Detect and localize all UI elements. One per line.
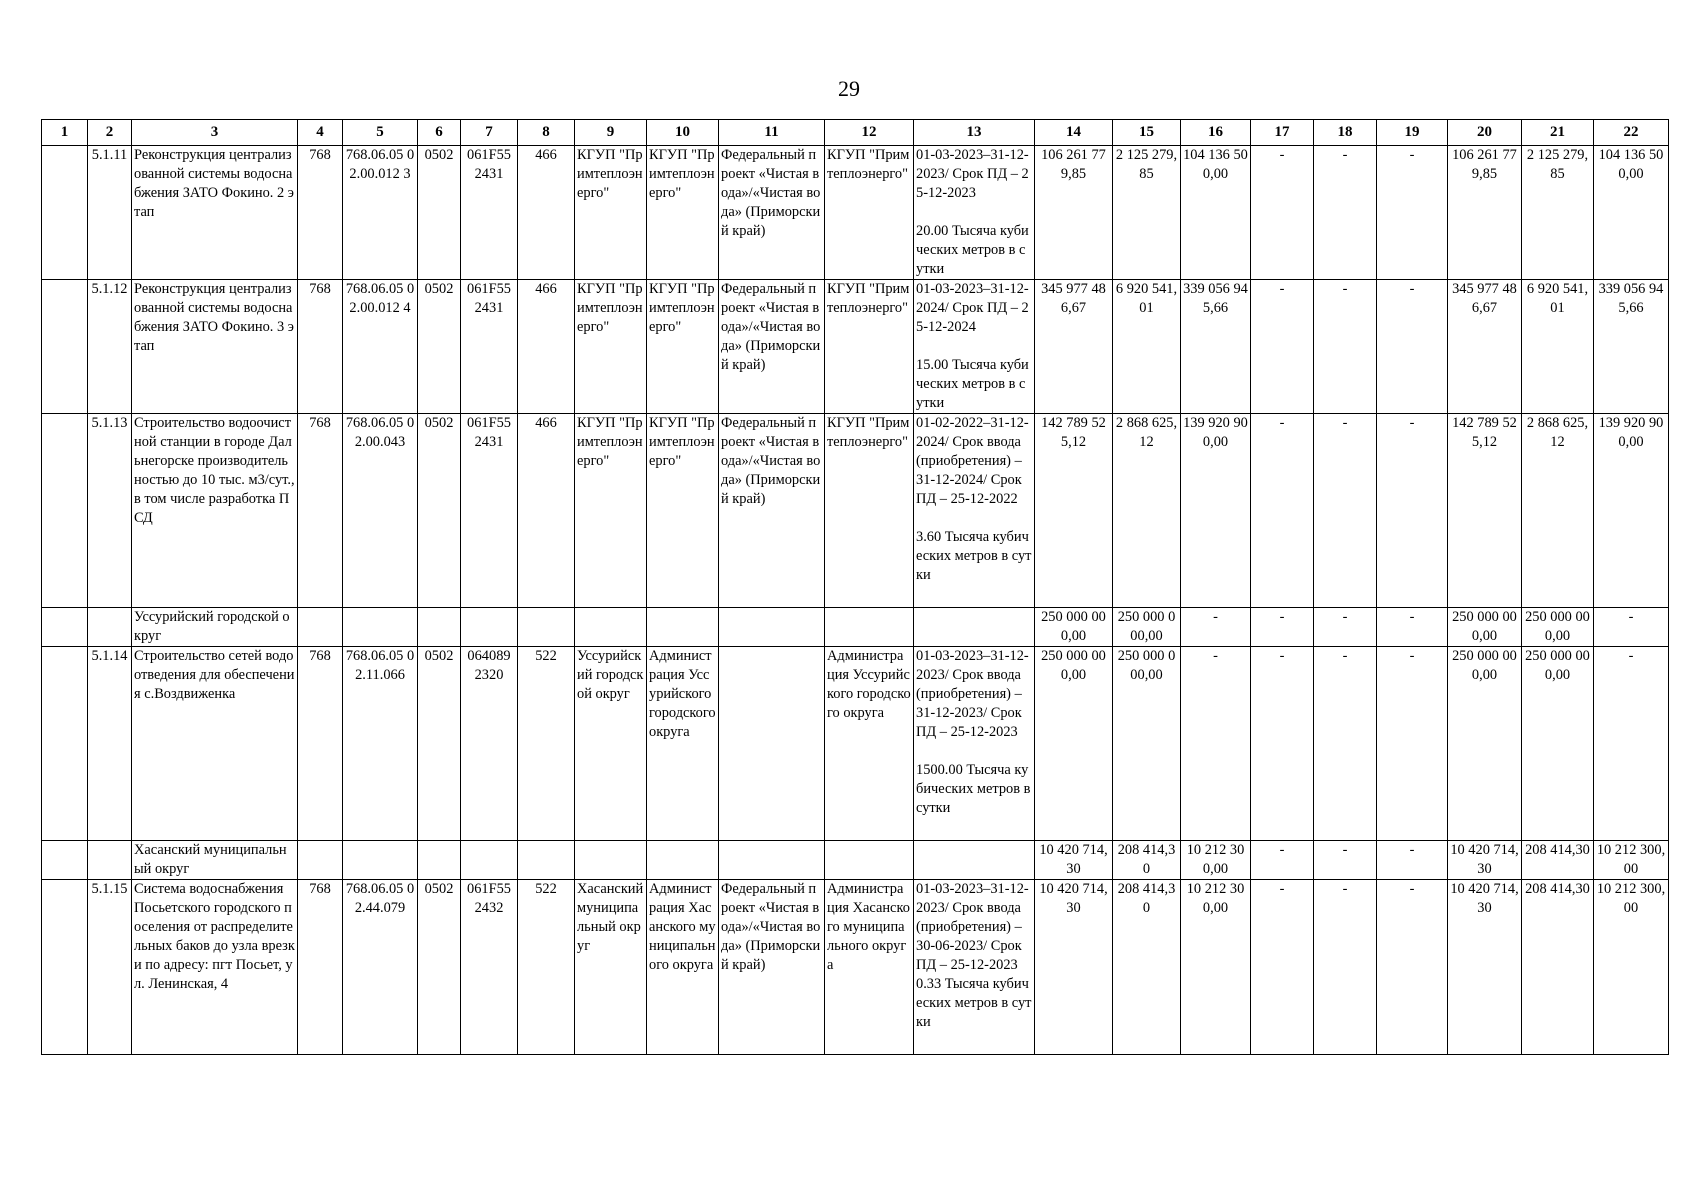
table-cell: - — [1314, 146, 1377, 280]
column-header: 1 — [42, 120, 88, 146]
table-cell: 10 212 300,00 — [1181, 841, 1251, 880]
table-cell — [42, 146, 88, 280]
table-cell: - — [1377, 146, 1448, 280]
table-cell: 2 125 279,85 — [1522, 146, 1594, 280]
table-cell: 106 261 779,85 — [1448, 146, 1522, 280]
table-cell: Уссурийский городской округ — [575, 647, 647, 841]
table-cell: 01-03-2023–31-12-2023/ Срок ввода (приобретения) – 30-06-2023/ Срок ПД – 25-12-2023 0.33 Тысяча кубических метров в сутки — [914, 880, 1035, 1055]
table-cell — [719, 608, 825, 647]
column-header: 19 — [1377, 120, 1448, 146]
table-cell — [719, 647, 825, 841]
column-header: 16 — [1181, 120, 1251, 146]
table-cell: Хасанский муниципальный округ — [575, 880, 647, 1055]
table-cell: Федеральный проект «Чистая вода»/«Чистая вода» (Приморский край) — [719, 280, 825, 414]
table-cell: 10 420 714,30 — [1448, 841, 1522, 880]
column-header: 11 — [719, 120, 825, 146]
table-cell: - — [1251, 280, 1314, 414]
table-cell — [298, 608, 343, 647]
table-cell: 768 — [298, 146, 343, 280]
budget-table — [41, 119, 1669, 1055]
column-header: 2 — [88, 120, 132, 146]
table-cell: 250 000 000,00 — [1448, 647, 1522, 841]
table-cell — [42, 647, 88, 841]
table-cell: 0502 — [418, 280, 461, 414]
table-cell: 01-03-2023–31-12-2024/ Срок ПД – 25-12-2024 15.00 Тысяча кубических метров в сутки — [914, 280, 1035, 414]
column-header: 17 — [1251, 120, 1314, 146]
table-cell: 522 — [518, 647, 575, 841]
page-number: 29 — [838, 76, 860, 101]
table-cell: КГУП "Примтеплоэнерго" — [647, 414, 719, 608]
table-cell: - — [1181, 608, 1251, 647]
column-header: 8 — [518, 120, 575, 146]
table-cell — [461, 841, 518, 880]
table-cell: КГУП "Примтеплоэнерго" — [575, 146, 647, 280]
table-cell: 250 000 000,00 — [1035, 647, 1113, 841]
table-cell: 250 000 000,00 — [1522, 647, 1594, 841]
table-cell: 250 000 000,00 — [1522, 608, 1594, 647]
table-cell — [418, 608, 461, 647]
table-cell — [647, 608, 719, 647]
column-header: 20 — [1448, 120, 1522, 146]
table-cell: 768 — [298, 280, 343, 414]
table-cell: 208 414,30 — [1522, 841, 1594, 880]
table-cell — [418, 841, 461, 880]
table-cell: - — [1314, 280, 1377, 414]
table-cell: 5.1.15 — [88, 880, 132, 1055]
table-cell: 2 868 625,12 — [1522, 414, 1594, 608]
table-cell: 339 056 945,66 — [1181, 280, 1251, 414]
table-cell: 208 414,30 — [1113, 841, 1181, 880]
table-cell — [461, 608, 518, 647]
table-cell: 466 — [518, 280, 575, 414]
table-cell: Федеральный проект «Чистая вода»/«Чистая вода» (Приморский край) — [719, 414, 825, 608]
table-cell — [42, 414, 88, 608]
table-cell — [42, 880, 88, 1055]
group-row — [42, 608, 1669, 647]
table-cell: 5.1.11 — [88, 146, 132, 280]
table-cell — [518, 608, 575, 647]
table-cell — [575, 608, 647, 647]
table-cell: 061F55 2431 — [461, 146, 518, 280]
table-cell: КГУП "Примтеплоэнерго" — [575, 414, 647, 608]
table-row — [42, 414, 1669, 608]
table-cell — [298, 841, 343, 880]
table-cell: - — [1314, 608, 1377, 647]
table-cell — [825, 608, 914, 647]
table-cell: 10 212 300,00 — [1594, 880, 1669, 1055]
table-cell: Строительство сетей водоотведения для обеспечения с.Воздвиженка — [132, 647, 298, 841]
table-cell: Система водоснабжения Посьетского городского поселения от распределительных баков до узла врезки по адресу: пгт Посьет, ул. Ленинская, 4 — [132, 880, 298, 1055]
table-cell: 768.06.05 02.00.012 3 — [343, 146, 418, 280]
table-cell: 250 000 000,00 — [1113, 608, 1181, 647]
table-cell: - — [1594, 647, 1669, 841]
table-cell: КГУП "Примтеплоэнерго" — [825, 280, 914, 414]
table-cell: 250 000 000,00 — [1448, 608, 1522, 647]
table-cell: 345 977 486,67 — [1448, 280, 1522, 414]
table-cell: 2 125 279,85 — [1113, 146, 1181, 280]
table-cell — [914, 608, 1035, 647]
table-cell: 064089 2320 — [461, 647, 518, 841]
table-cell: Федеральный проект «Чистая вода»/«Чистая вода» (Приморский край) — [719, 880, 825, 1055]
table-cell: - — [1594, 608, 1669, 647]
table-cell: 139 920 900,00 — [1594, 414, 1669, 608]
table-cell: 0502 — [418, 414, 461, 608]
table-cell: 10 420 714,30 — [1035, 880, 1113, 1055]
table-cell — [647, 841, 719, 880]
table-cell: Уссурийский городской округ — [132, 608, 298, 647]
table-cell: - — [1377, 880, 1448, 1055]
table-cell: КГУП "Примтеплоэнерго" — [647, 280, 719, 414]
table-cell: 10 212 300,00 — [1181, 880, 1251, 1055]
table-cell: 768.06.05 02.44.079 — [343, 880, 418, 1055]
table-cell: 5.1.12 — [88, 280, 132, 414]
table-cell: 10 420 714,30 — [1035, 841, 1113, 880]
table-row — [42, 146, 1669, 280]
table-cell: - — [1377, 280, 1448, 414]
table-cell: 2 868 625,12 — [1113, 414, 1181, 608]
table-cell: Администрация Уссурийского городского округа — [825, 647, 914, 841]
table-cell: 768.06.05 02.00.043 — [343, 414, 418, 608]
table-cell — [719, 841, 825, 880]
table-cell: Федеральный проект «Чистая вода»/«Чистая вода» (Приморский край) — [719, 146, 825, 280]
table-cell: 061F55 2431 — [461, 280, 518, 414]
table-cell — [914, 841, 1035, 880]
table-cell — [42, 608, 88, 647]
table-cell — [575, 841, 647, 880]
table-row — [42, 880, 1669, 1055]
table-cell — [88, 608, 132, 647]
table-cell: - — [1251, 841, 1314, 880]
table-cell — [42, 841, 88, 880]
column-header: 12 — [825, 120, 914, 146]
table-cell: 104 136 500,00 — [1594, 146, 1669, 280]
column-header: 14 — [1035, 120, 1113, 146]
table-cell: 5.1.13 — [88, 414, 132, 608]
table-cell: Строительство водоочистной станции в городе Дальнегорске производительностью до 10 тыс. м3/сут., в том числе разработка ПСД — [132, 414, 298, 608]
table-cell: - — [1377, 647, 1448, 841]
table-cell: 142 789 525,12 — [1035, 414, 1113, 608]
column-header: 13 — [914, 120, 1035, 146]
table-cell: 250 000 000,00 — [1113, 647, 1181, 841]
table-cell: - — [1251, 880, 1314, 1055]
table-cell: 10 212 300,00 — [1594, 841, 1669, 880]
table-cell — [518, 841, 575, 880]
table-cell: Реконструкция централизованной системы водоснабжения ЗАТО Фокино. 3 этап — [132, 280, 298, 414]
column-header: 4 — [298, 120, 343, 146]
table-cell: - — [1314, 841, 1377, 880]
table-cell: 768 — [298, 880, 343, 1055]
table-cell: 01-03-2023–31-12-2023/ Срок ввода (приобретения) – 31-12-2023/ Срок ПД – 25-12-2023 1500.00 Тысяча кубических метров в сутки — [914, 647, 1035, 841]
table-cell: - — [1251, 608, 1314, 647]
table-cell: 5.1.14 — [88, 647, 132, 841]
table-cell: КГУП "Примтеплоэнерго" — [575, 280, 647, 414]
table-cell: 345 977 486,67 — [1035, 280, 1113, 414]
table-cell: Реконструкция централизованной системы водоснабжения ЗАТО Фокино. 2 этап — [132, 146, 298, 280]
column-header: 21 — [1522, 120, 1594, 146]
column-header: 6 — [418, 120, 461, 146]
table-cell: Администрация Хасанского муниципального округа — [825, 880, 914, 1055]
table-cell — [825, 841, 914, 880]
table-cell: 768.06.05 02.00.012 4 — [343, 280, 418, 414]
table-cell: 339 056 945,66 — [1594, 280, 1669, 414]
header-row — [42, 120, 1669, 146]
table-row — [42, 280, 1669, 414]
table-cell: 142 789 525,12 — [1448, 414, 1522, 608]
table-cell: - — [1377, 841, 1448, 880]
column-header: 15 — [1113, 120, 1181, 146]
table-cell: 208 414,30 — [1522, 880, 1594, 1055]
table-cell: 250 000 000,00 — [1035, 608, 1113, 647]
table-cell: - — [1251, 414, 1314, 608]
table-cell: - — [1251, 146, 1314, 280]
column-header: 3 — [132, 120, 298, 146]
column-header: 10 — [647, 120, 719, 146]
table-cell: 0502 — [418, 647, 461, 841]
table-cell: КГУП "Примтеплоэнерго" — [825, 146, 914, 280]
table-cell: Администрация Уссурийского городского округа — [647, 647, 719, 841]
table-cell: КГУП "Примтеплоэнерго" — [825, 414, 914, 608]
table-cell: 01-02-2022–31-12-2024/ Срок ввода (приобретения) – 31-12-2024/ Срок ПД – 25-12-2022 3.60 Тысяча кубических метров в сутки — [914, 414, 1035, 608]
column-header: 5 — [343, 120, 418, 146]
table-row — [42, 647, 1669, 841]
table-cell: 139 920 900,00 — [1181, 414, 1251, 608]
table-cell — [88, 841, 132, 880]
table-cell: Хасанский муниципальный округ — [132, 841, 298, 880]
table-cell: 10 420 714,30 — [1448, 880, 1522, 1055]
table-cell: - — [1314, 414, 1377, 608]
table-cell: 768 — [298, 414, 343, 608]
column-header: 22 — [1594, 120, 1669, 146]
table-cell: 0502 — [418, 880, 461, 1055]
table-cell: 6 920 541,01 — [1113, 280, 1181, 414]
table-cell — [343, 608, 418, 647]
column-header: 9 — [575, 120, 647, 146]
column-header: 18 — [1314, 120, 1377, 146]
table-cell: - — [1251, 647, 1314, 841]
table-cell — [343, 841, 418, 880]
table-cell: 01-03-2023–31-12-2023/ Срок ПД – 25-12-2023 20.00 Тысяча кубических метров в сутки — [914, 146, 1035, 280]
table-cell: - — [1181, 647, 1251, 841]
table-cell: КГУП "Примтеплоэнерго" — [647, 146, 719, 280]
table-body — [42, 120, 1669, 1055]
table-cell: 208 414,30 — [1113, 880, 1181, 1055]
table-cell: 768.06.05 02.11.066 — [343, 647, 418, 841]
table-cell: - — [1314, 880, 1377, 1055]
table-cell: 522 — [518, 880, 575, 1055]
table-cell: - — [1377, 608, 1448, 647]
table-cell — [42, 280, 88, 414]
table-cell: 466 — [518, 414, 575, 608]
table-cell: 061F55 2431 — [461, 414, 518, 608]
table-cell: - — [1377, 414, 1448, 608]
table-cell: - — [1314, 647, 1377, 841]
table-cell: 6 920 541,01 — [1522, 280, 1594, 414]
table-cell: 106 261 779,85 — [1035, 146, 1113, 280]
table-cell: 104 136 500,00 — [1181, 146, 1251, 280]
table-cell: 768 — [298, 647, 343, 841]
table-cell: 0502 — [418, 146, 461, 280]
group-row — [42, 841, 1669, 880]
table-cell: 466 — [518, 146, 575, 280]
table-cell: Администрация Хасанского муниципального округа — [647, 880, 719, 1055]
column-header: 7 — [461, 120, 518, 146]
table-cell: 061F55 2432 — [461, 880, 518, 1055]
